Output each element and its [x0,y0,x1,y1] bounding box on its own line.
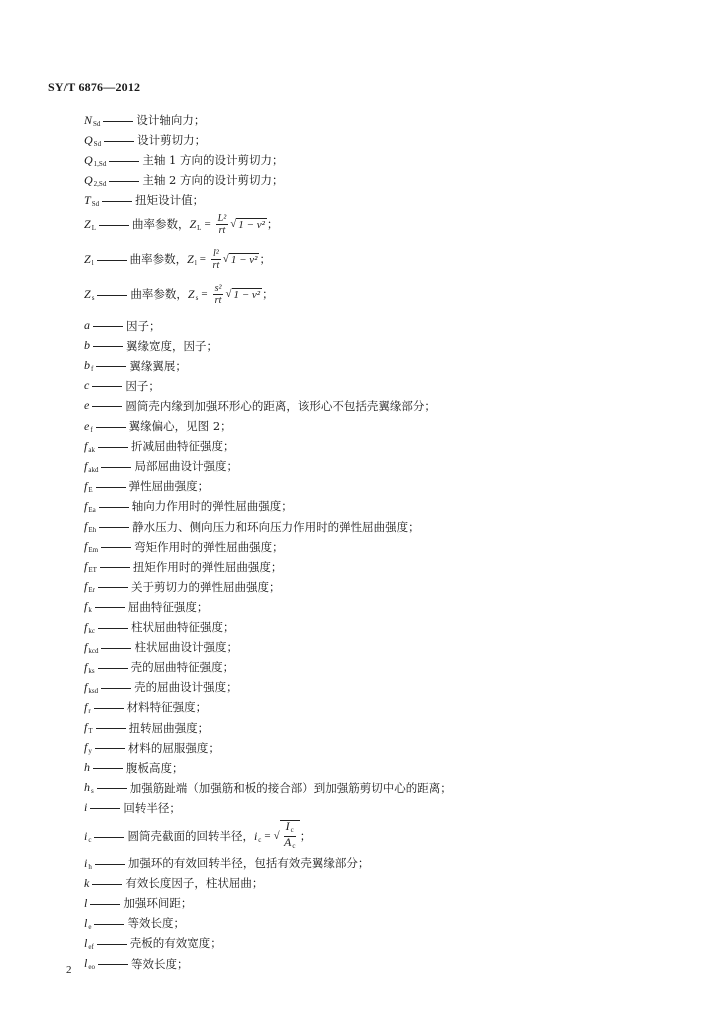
definition-symbol-subscript: kcd [88,646,99,655]
definition-symbol: $Z_L$ [84,216,96,232]
definition-row [84,283,274,306]
definition-symbol: $f_{Eh}$ [84,519,97,534]
definition-symbol-subscript: E [88,485,93,494]
definition-row [84,478,209,494]
definition-row [84,498,293,514]
definition-symbol-subscript: k [88,606,92,615]
definition-symbol-subscript: kc [88,626,95,635]
definition-symbol-subscript: ak [88,445,95,454]
definition-symbol: $f_{Ea}$ [84,498,96,514]
definition-symbol: $f_{kc}$ [84,619,95,635]
em-dash [98,447,128,448]
definition-symbol: $Z_s$ [84,286,95,302]
em-dash [99,527,129,528]
definition-symbol-subscript: L [91,223,96,232]
formula-fraction [211,248,221,271]
em-dash [92,386,122,387]
definition-symbol-subscript: s [91,293,95,302]
radicand [280,820,300,852]
definition-symbol: $i_h$ [84,855,92,871]
definition-symbol: $f_{Em}$ [84,539,99,555]
em-dash [97,295,127,296]
em-dash [96,427,126,428]
definition-symbol: $T_{Sd}$ [84,192,100,208]
definition-row [84,213,278,236]
definition-symbol-subscript: ET [88,566,97,575]
definition-row [84,780,452,796]
formula-symbol-subscript: s [195,293,199,302]
definition-row [84,248,271,271]
definition-text: 回转半径； [123,800,181,815]
definition-symbol-subscript: h [88,862,92,871]
definition-row [84,820,311,852]
formula-root [230,218,267,231]
radicand: 1 − ν² [238,218,265,231]
formula-symbol: $Z_L$ [189,216,202,232]
definition-symbol: a [84,318,90,332]
definition-text: 扭矩设计值； [135,193,205,208]
definition-row [84,760,184,776]
definition-text: 加强环的有效回转半径，包括有效壳翼缘部分； [127,856,370,870]
definition-symbol: $l_{ef}$ [84,935,94,951]
em-dash [109,181,139,182]
formula-tail: ； [266,217,279,231]
definition-text: 翼缘宽度，因子； [126,338,218,353]
radicand: 1 − ν² [233,288,261,301]
definition-symbol: $f_k$ [84,599,92,615]
definition-symbol-subscript: ks [88,666,95,675]
definition-symbol-subscript: Er [88,586,95,595]
definition-row [84,418,232,434]
definition-text: 翼缘翼展； [129,358,187,373]
em-dash [96,366,126,367]
definition-text: 柱状屈曲设计强度； [134,640,238,655]
formula-equals: = [264,830,271,842]
definition-row [84,458,238,474]
definition-row [84,740,220,756]
definition-symbol-subscript: c [88,835,92,844]
formula-equals: = [199,253,206,265]
formula-symbol-subscript: L [197,223,202,232]
formula-equals: = [201,288,208,300]
definition-symbol-subscript: ksd [88,686,99,695]
definition-symbol: h [84,760,90,775]
definition-symbol-subscript: f [91,365,94,374]
radical-sign: √ [273,830,280,842]
definition-symbol: $l_{eo}$ [84,956,95,971]
page-number: 2 [66,964,72,976]
definition-text: 翼缘偏心，见图 2； [128,419,232,433]
definition-row [84,679,238,695]
em-dash [109,161,139,162]
definition-text: 等效长度； [127,916,185,931]
definition-row [84,875,263,891]
em-dash [98,668,128,669]
definition-text: 因子； [125,378,160,393]
definition-symbol-subscript: Sd [91,199,100,208]
em-dash [97,788,127,789]
definition-symbol: $f_{akd}$ [84,458,99,474]
formula-equals: = [204,218,211,230]
definition-symbol: $Q_{2,Sd}$ [84,172,107,188]
formula-symbol-subscript: c [258,835,262,844]
definition-symbol: $f_{kcd}$ [84,639,99,655]
definition-row [84,398,436,414]
definition-symbol-subscript: T [88,727,93,735]
definition-row [84,659,234,675]
formula-symbol: $Z_s$ [187,286,199,302]
definition-text: 腹板高度； [126,760,184,775]
em-dash [93,346,123,347]
definition-text: 圆筒壳截面的回转半径， [127,829,254,843]
em-dash [92,406,122,407]
definition-symbol: $N_{Sd}$ [84,112,101,128]
definition-symbol-subscript: r [88,706,91,715]
definition-symbol: $f_{ET}$ [84,559,97,575]
definition-symbol: $h_s$ [84,780,94,796]
definition-symbol: $Q_{1,Sd}$ [84,152,107,168]
formula-fraction [213,283,224,306]
formula-symbol: $Z_l$ [187,251,197,267]
definition-row [84,338,218,354]
em-dash [94,924,124,925]
definition-symbol-subscript: Ea [88,505,96,514]
definition-symbol: $Q_{Sd}$ [84,132,102,148]
definition-row [84,112,205,128]
formula-fraction [284,821,296,852]
definition-symbol-subscript: l [91,258,94,267]
formula-fraction [216,213,229,236]
definition-text: 设计轴向力； [136,113,206,127]
formula-tail: ； [259,252,271,266]
formula-tail: ； [262,287,274,301]
definition-row [84,599,208,615]
definition-symbol: $f_{ksd}$ [84,679,99,695]
definition-symbol-subscript: 2,Sd [93,179,107,188]
definition-symbol: $l_e$ [84,915,92,931]
em-dash [100,567,130,568]
fraction-denominator: rt [218,224,226,236]
definition-text: 材料的屈服强度； [127,740,220,755]
definition-symbol: $f_r$ [84,699,91,715]
em-dash [93,768,123,769]
definition-row [84,318,161,334]
definition-row [84,519,420,535]
fraction-numerator: l² [213,247,219,259]
em-dash [104,141,134,142]
definition-symbol: l [84,895,88,910]
fraction-numerator: s² [214,282,222,294]
definition-row [84,720,209,736]
definition-text: 关于剪切力的弹性屈曲强度； [130,579,281,594]
em-dash [95,607,125,608]
radical-sign: √ [222,253,229,265]
definition-text: 加强筋趾端（加强筋和板的接合部）到加强筋剪切中心的距离； [129,780,452,795]
em-dash [95,864,125,865]
definition-symbol: $e_f$ [84,418,93,434]
definition-row [84,895,192,911]
formula-symbol-subscript: l [194,258,197,267]
em-dash [93,326,123,327]
definition-row [84,378,160,394]
em-dash [94,837,124,838]
formula-symbol: $i_c$ [253,828,262,844]
definition-row [84,559,282,575]
denominator-symbol: $A_c$ [284,835,296,850]
em-dash [96,487,126,488]
definition-row [84,699,207,715]
em-dash [101,547,131,548]
definition-symbol-subscript: f [90,425,93,434]
definition-symbol: $f_{ak}$ [84,438,95,454]
definition-row [84,639,238,655]
definition-row [84,579,280,595]
definition-symbol: b [84,338,90,353]
document-header: SY/T 6876—2012 [48,80,141,94]
definition-symbol: $f_y$ [84,740,92,756]
definition-text: 弯矩作用时的弹性屈曲强度； [134,539,284,554]
definition-text: 静水压力、侧向压力和环向压力作用时的弹性屈曲强度； [132,519,420,534]
fraction-denominator: rt [212,259,220,271]
em-dash [101,467,131,468]
formula-root [223,253,260,266]
em-dash [90,904,120,905]
definition-text: 局部屈曲设计强度； [134,459,238,474]
denominator-symbol-subscript: c [292,842,296,850]
definition-text: 材料特征强度； [126,700,208,715]
radical-sign: √ [230,218,237,230]
em-dash [90,808,120,809]
definition-symbol-subscript: Sd [93,139,102,148]
definition-text: 壳的屈曲设计强度； [134,680,238,695]
fraction-numerator: L² [217,212,227,224]
definition-row [84,132,206,148]
definition-text: 曲率参数， [131,217,190,231]
em-dash [99,225,129,226]
fraction-denominator [284,837,295,852]
definition-symbol-subscript: akd [88,465,99,474]
definition-text: 加强环间距； [123,896,193,911]
definition-symbol: $f_T$ [84,720,93,735]
definition-text: 主轴 1 方向的设计剪切力； [142,153,284,168]
em-dash [103,121,133,122]
em-dash [92,884,122,885]
definition-text: 主轴 2 方向的设计剪切力； [142,173,284,188]
formula-tail: ； [299,829,312,843]
definition-row [84,152,283,168]
definition-row [84,619,234,635]
definition-row [84,172,283,188]
em-dash [98,587,128,588]
definition-text: 屈曲特征强度； [127,599,209,614]
definition-symbol-subscript: Em [88,546,99,555]
definition-row [84,855,369,871]
em-dash [97,260,127,261]
definition-text: 有效长度因子，柱状屈曲； [125,876,264,891]
definition-row [84,438,234,454]
radical-sign: √ [225,288,232,300]
definition-symbol: $f_{Er}$ [84,579,95,595]
em-dash [98,628,128,629]
definition-row [84,935,222,951]
formula-root [225,288,262,301]
definition-symbol: $f_E$ [84,478,93,494]
definition-symbol: $b_f$ [84,358,94,374]
em-dash [99,507,129,508]
em-dash [94,708,124,709]
definition-row [84,956,188,972]
definition-row [84,915,185,931]
definition-text: 壳的屈曲特征强度； [130,660,235,675]
definition-symbol: c [84,378,90,393]
definition-text: 扭转屈曲强度； [128,720,210,735]
definition-symbol: $Z_l$ [84,251,94,267]
definition-row [84,539,284,555]
em-dash [101,688,131,689]
definition-symbol-subscript: s [91,787,94,796]
definition-symbol-subscript: Eh [88,526,97,534]
definition-text: 设计剪切力； [137,133,207,148]
definition-text: 壳板的有效宽度； [129,936,222,951]
em-dash [101,648,131,649]
definition-symbol-subscript: 1,Sd [93,159,107,168]
definition-text: 因子； [126,318,161,333]
definition-row [84,800,181,816]
definition-row [84,192,204,208]
em-dash [95,748,125,749]
fraction-denominator: rt [214,294,222,306]
definition-text: 弹性屈曲强度； [128,479,210,494]
definition-text: 折减屈曲特征强度； [130,439,235,454]
definition-symbol: $f_{ks}$ [84,659,95,675]
em-dash [96,728,126,729]
definition-symbol: k [84,875,90,890]
em-dash [97,944,127,945]
definition-text: 柱状屈曲特征强度； [130,620,235,634]
definition-text: 等效长度； [130,956,189,971]
definition-symbol-subscript: y [88,747,92,756]
definition-symbol-subscript: e [88,922,92,931]
em-dash [98,964,128,965]
formula-root [274,820,300,852]
definition-text: 扭矩作用时的弹性屈曲强度； [132,559,283,574]
definition-text: 圆筒壳内缘到加强环形心的距离，该形心不包括壳翼缘部分； [125,398,436,413]
definition-text: 曲率参数， [130,287,188,301]
definition-symbol: e [84,398,90,413]
radicand: 1 − ν² [230,253,258,266]
definition-symbol: i [84,800,88,815]
definition-symbol: $i_c$ [84,828,92,844]
definition-symbol-subscript: eo [88,963,95,971]
numerator-symbol: $I_c$ [285,819,294,834]
definition-row [84,358,187,374]
definition-text: 轴向力作用时的弹性屈曲强度； [131,499,293,514]
definition-symbol-subscript: Sd [93,119,101,128]
definition-text: 曲率参数， [129,252,188,266]
numerator-symbol-subscript: c [290,826,294,834]
em-dash [102,201,132,202]
definition-symbol-subscript: ef [88,942,94,951]
